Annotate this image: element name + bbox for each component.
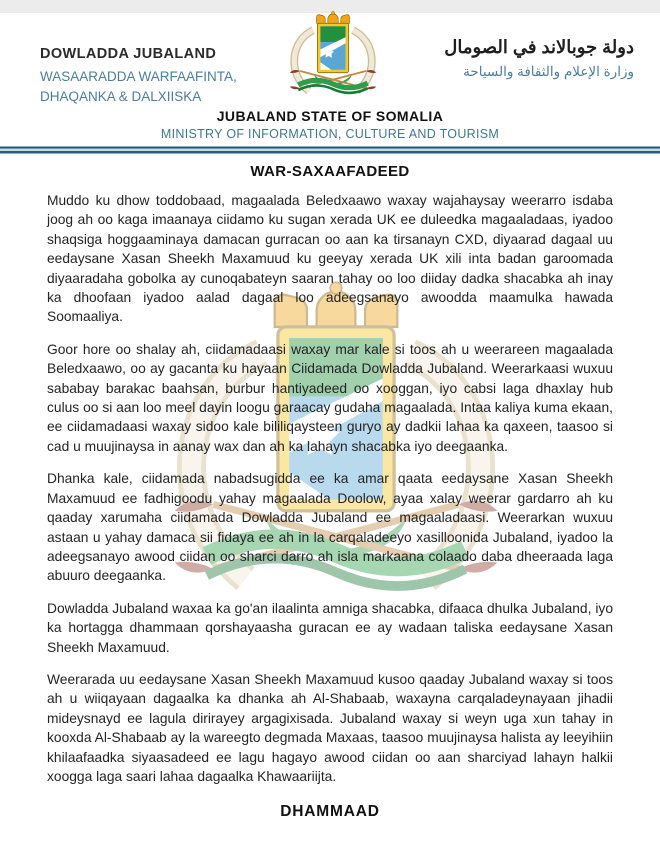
paragraph-1: Muddo ku dhow toddobaad, magaalada Beledxaawo waxay wajahaysay weerarro isdaba joog ah oo kaga imaanaya ciidamo ku sugan xerada UK ee duleedka magaaladaas, iyadoo shaqsiga hoggaaminaya damacan gurracan oo aan ka tirsanayn CXD, diyaarad dagaal uu eedaysane Xasan Sheekh Maxamuud ku geeyay xerada UK xili inta badan garoomada diyaaradaha gobolka ay cunoqabateyn saaran tahay oo loo diiday dadka shacabka ah inay ka dhoofaan iyadoo aalad dagaal loo adeegsanayo awoodda maamulka hawada Soomaaliya. (47, 193, 613, 325)
letterhead-somali-block (40, 44, 270, 107)
coat-of-arms-icon (281, 8, 385, 108)
header-divider (0, 146, 660, 154)
closing-word: DHAMMAAD (280, 803, 380, 821)
government-name-somali: DOWLADDA JUBALAND (40, 46, 217, 62)
paragraph-2: Goor hore oo shalay ah, ciidamadaasi waxay mar kale si toos ah u weerareen magaalada Beledxaawo, oo ay gacanta ku hayaan Ciidamada Dowladda Jubaland. Weerarkaasi wuxuu sababay barakac baahsan, burbur hantiyadeed oo xooggan, iyo cabsi laga dhaxlay hub culus oo si aan loo meel dayin loogu garaacay gudaha magaalada. Intaa kaliya kuma ekaan, ee ciidamadaasi waxay sidoo kale bililiqaysteen guryo ay dadkii lahaa ka qaxeen, taasoo si cad u muujinaysa in aanay wax dan ah ka lahayn shacabka iyo deegaanka. (47, 341, 613, 454)
press-release-heading: WAR-SAXAAFADEED (250, 163, 410, 180)
paragraph-5: Weerarada uu eedaysane Xasan Sheekh Maxamuud kusoo qaaday Jubaland waxay si toos ah u wiiqayaan dagaalka ka dhanka ah Al-Shabaab, waxayna carqaladeynayaan jihadii mideysnayd ee lagula dirirayey argagixisada. Jubaland waxay si weyn uga xun tahay in kooxda Al-Shabaab ay la wareegto degmada Maxaas, taasoo muujinaysa halista ay leeyihiin khilaafaadka siyaasadeed ee lagu hagayo awood ciidan oo aan sharciyad lahayn halkii xoogga laga saari lahaa dagaalka Khawaariijta. (47, 671, 613, 784)
paragraph-3: Dhanka kale, ciidamada nabadsugidda ee ka amar qaata eedaysane Xasan Sheekh Maxamuud ee fadhigoodu yahay magaalada Doolow, ayaa xalay weerar gardarro ah ku qaaday xarumaha ciidamada Dowladda Jubaland ee magaaladaasi. Weerarkan wuxuu astaan u yahay damaca sii fidaya ee ah in la carqaladeeyo xasilloonida Jubaland, iyadoo la adeegsanayo awood ciidan oo sharci darro ah isla markaana colaado daba dheeraada laga abuuro deegaanka. (47, 471, 613, 584)
ministry-name-somali-line1: WASAARADDA WARFAAFINTA, (40, 69, 237, 84)
ministry-title: MINISTRY OF INFORMATION, CULTURE AND TOURISM (160, 127, 500, 141)
ministry-name-somali-line2: DHAQANKA & DALXIISKA (40, 89, 202, 104)
jubaland-emblem (281, 8, 385, 108)
government-name-arabic: دولة جوبالاند في الصومال (444, 37, 634, 57)
document-body (47, 163, 613, 821)
ministry-name-arabic: وزارة الإعلام والثقافة والسياحة (463, 64, 634, 79)
letterhead-arabic-block (404, 34, 634, 84)
state-title: JUBALAND STATE OF SOMALIA (216, 108, 444, 124)
paragraph-4: Dowladda Jubaland waxaa ka go'an ilaalinta amniga shacabka, difaaca dhulka Jubaland, iyo ka hortagga dhammaan qorshayaasha guracan ee ay wadaan taliska eedaysane Xasan Sheekh Maxamuud. (47, 600, 613, 655)
